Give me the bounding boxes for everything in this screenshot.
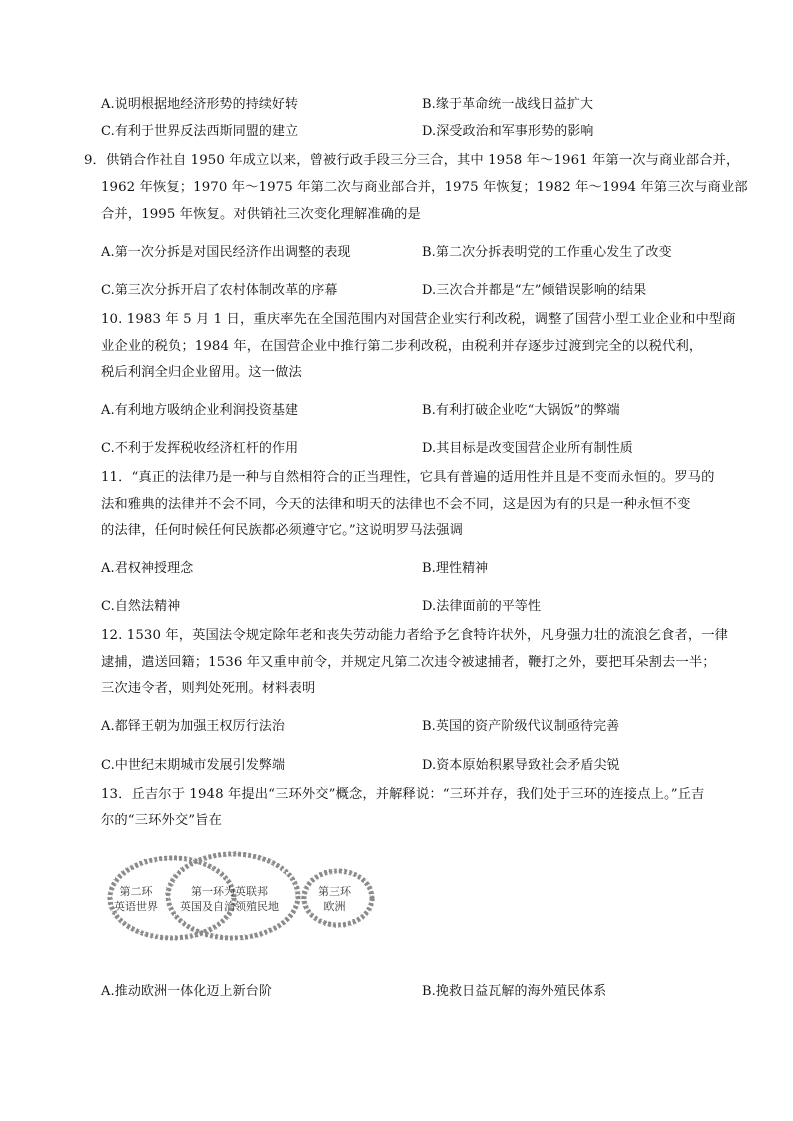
ring1-label <box>114 884 158 914</box>
ring2-title: 第一环为英联邦 <box>191 885 268 898</box>
ring2-label <box>180 884 279 914</box>
q10-option-d: D.其目标是改变国营企业所有制性质 <box>422 441 633 456</box>
q12-stem-line-1: 12. 1530 年，英国法令规定除年老和丧失劳动能力者给予乞食特许状外，凡身强力壮的流浪乞食者，一律 <box>101 628 729 643</box>
q8-option-a: A.说明根据地经济形势的持续好转 <box>101 97 299 112</box>
q10-stem-line-2: 业企业的税负；1984 年，在国营企业中推行第二步利改税，由税利并存逐步过渡到完全的以税代利， <box>101 339 703 354</box>
q11-option-b: B.理性精神 <box>422 561 489 576</box>
q11-stem-line-3: 的法律，任何时候任何民族都必须遵守它。”这说明罗马法强调 <box>101 523 463 538</box>
q10-option-c: C.不利于发挥税收经济杠杆的作用 <box>101 441 299 456</box>
q9-stem-line-1: 9．供销合作社自 1950 年成立以来，曾被行政手段三分三合，其中 1958 年～1961 年第一次与商业部合并， <box>84 153 740 168</box>
q12-stem-line-2: 逮捕，遣送回籍；1536 年又重申前令，并规定凡第二次违令被逮捕者，鞭打之外，要把耳朵割去一半； <box>101 655 716 670</box>
q10-stem-line-3: 税后利润全归企业留用。这一做法 <box>101 365 302 380</box>
ring1-subtitle: 英语世界 <box>114 900 158 913</box>
q13-option-b: B.挽救日益瓦解的海外殖民体系 <box>422 984 607 999</box>
q9-stem-line-2: 1962 年恢复；1970 年～1975 年第二次与商业部合并，1975 年恢复；1982 年～1994 年第三次与商业部 <box>101 180 748 195</box>
ring3-title: 第三环 <box>318 885 351 898</box>
q8-option-b: B.缘于革命统一战线日益扩大 <box>422 97 594 112</box>
three-circles-diagram <box>100 848 380 948</box>
q10-option-b: B.有利打破企业吃“大锅饭”的弊端 <box>422 403 620 418</box>
ring3-label <box>318 884 351 914</box>
ring1-title: 第二环 <box>119 885 153 898</box>
q9-option-d: D.三次合并都是“左”倾错误影响的结果 <box>422 283 647 298</box>
ring2-subtitle: 英国及自治领殖民地 <box>180 900 279 913</box>
q10-stem-line-1: 10. 1983 年 5 月 1 日，重庆率先在全国范围内对国营企业实行利改税，调整了国营小型工业企业和中型商 <box>101 312 736 327</box>
q9-stem-line-3: 合并，1995 年恢复。对供销社三次变化理解准确的是 <box>101 207 421 222</box>
q9-option-a: A.第一次分拆是对国民经济作出调整的表现 <box>101 245 351 260</box>
q12-stem-line-3: 三次违令者，则判处死刑。材料表明 <box>101 681 316 696</box>
q9-option-b: B.第二次分拆表明党的工作重心发生了改变 <box>422 245 672 260</box>
q11-stem-line-2: 法和雅典的法律并不会不同，今天的法律和明天的法律也不会不同，这是因为有的只是一种永恒不变 <box>101 497 691 512</box>
q8-option-d: D.深受政治和军事形势的影响 <box>422 124 594 139</box>
q12-option-c: C.中世纪末期城市发展引发弊端 <box>101 758 286 773</box>
q13-stem-line-1: 13．丘吉尔于 1948 年提出“三环外交”概念，并解释说：“三环并存，我们处于三环的连接点上。”丘吉 <box>101 787 705 802</box>
q10-option-a: A.有利地方吸纳企业利润投资基建 <box>101 403 299 418</box>
ring3-subtitle: 欧洲 <box>323 900 346 913</box>
q12-option-a: A.都铎王朝为加强王权厉行法治 <box>101 719 286 734</box>
q13-option-a: A.推动欧洲一体化迈上新台阶 <box>101 984 272 999</box>
q9-option-c: C.第三次分拆开启了农村体制改革的序幕 <box>101 283 338 298</box>
q8-option-c: C.有利于世界反法西斯同盟的建立 <box>101 124 299 139</box>
q11-option-d: D.法律面前的平等性 <box>422 599 542 614</box>
q11-stem-line-1: 11．“真正的法律乃是一种与自然相符合的正当理性，它具有普遍的适用性并且是不变而永恒的。罗马的 <box>101 470 715 485</box>
q11-option-a: A.君权神授理念 <box>101 561 194 576</box>
q13-stem-line-2: 尔的“三环外交”旨在 <box>101 813 222 828</box>
q11-option-c: C.自然法精神 <box>101 599 181 614</box>
q12-option-b: B.英国的资产阶级代议制亟待完善 <box>422 719 620 734</box>
q12-option-d: D.资本原始积累导致社会矛盾尖锐 <box>422 758 620 773</box>
